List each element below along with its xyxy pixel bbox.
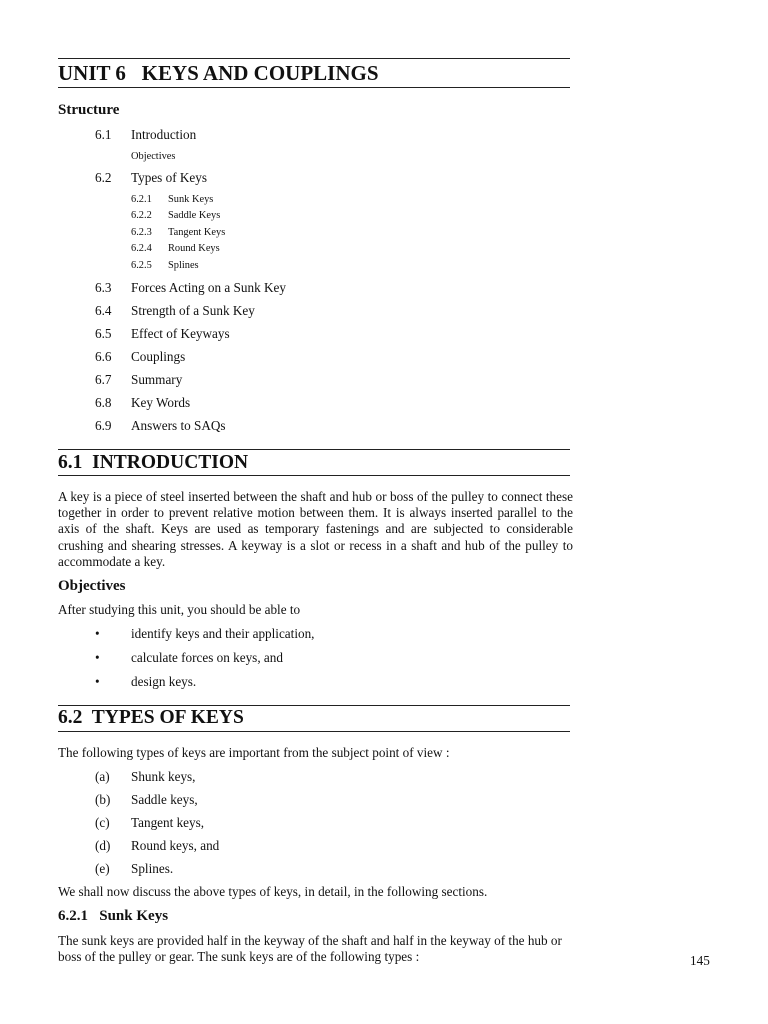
- bullet-glyph: •: [95, 674, 100, 689]
- sunk-paragraph: The sunk keys are provided half in the keyway of the shaft and half in the keyway of the hub or boss of the pulley or gear. The sunk keys are of the following types :: [58, 933, 562, 965]
- toc-sub-num: 6.2.1: [131, 194, 152, 205]
- list-item: Saddle keys,: [131, 792, 198, 807]
- toc-sub-num: 6.2.3: [131, 227, 152, 238]
- intro-top-rule: [58, 449, 570, 450]
- toc-num: 6.4: [95, 303, 112, 318]
- toc-sub-label: Saddle Keys: [168, 210, 221, 221]
- toc-num: 6.6: [95, 349, 112, 364]
- title-top-rule: [58, 58, 570, 59]
- list-item: design keys.: [131, 674, 197, 689]
- intro-bottom-rule: [58, 475, 570, 476]
- types-bottom-rule: [58, 731, 570, 732]
- list-item: calculate forces on keys, and: [131, 650, 283, 665]
- toc-num: 6.7: [95, 372, 112, 387]
- toc-label: Introduction: [131, 127, 197, 142]
- list-tag: (d): [95, 838, 111, 853]
- bullet-glyph: •: [95, 626, 100, 641]
- toc-num: 6.3: [95, 280, 112, 295]
- list-item: Splines.: [131, 861, 174, 876]
- toc-num: 6.5: [95, 326, 112, 341]
- toc-num: 6.1: [95, 127, 112, 142]
- section-heading-types-of-keys: 6.2 TYPES OF KEYS: [58, 707, 244, 728]
- title-bottom-rule: [58, 87, 570, 88]
- structure-heading: Structure: [58, 102, 120, 118]
- toc-label: Effect of Keyways: [131, 326, 230, 341]
- toc-sub-label: Round Keys: [168, 243, 220, 254]
- types-lead: The following types of keys are important from the subject point of view :: [58, 745, 450, 760]
- toc-label: Strength of a Sunk Key: [131, 303, 255, 318]
- toc-label: Answers to SAQs: [131, 418, 226, 433]
- list-item: Shunk keys,: [131, 769, 196, 784]
- toc-label: Forces Acting on a Sunk Key: [131, 280, 286, 295]
- toc-sub-label: Objectives: [131, 151, 176, 162]
- toc-sub-label: Sunk Keys: [168, 194, 214, 205]
- unit-title: UNIT 6 KEYS AND COUPLINGS: [58, 61, 379, 85]
- toc-label: Couplings: [131, 349, 186, 364]
- list-item: identify keys and their application,: [131, 626, 315, 641]
- toc-num: 6.2: [95, 170, 112, 185]
- list-item: Tangent keys,: [131, 815, 205, 830]
- page-number: 145: [690, 953, 710, 968]
- objectives-heading: Objectives: [58, 578, 126, 594]
- list-tag: (b): [95, 792, 111, 807]
- list-tag: (c): [95, 815, 110, 830]
- list-item: Round keys, and: [131, 838, 220, 853]
- toc-label: Key Words: [131, 395, 191, 410]
- section-heading-introduction: 6.1 INTRODUCTION: [58, 452, 249, 473]
- types-after: We shall now discuss the above types of keys, in detail, in the following sections.: [58, 884, 488, 899]
- toc-sub-label: Splines: [168, 260, 199, 271]
- toc-label: Types of Keys: [131, 170, 207, 185]
- toc-sub-num: 6.2.2: [131, 210, 152, 221]
- toc-num: 6.9: [95, 418, 112, 433]
- toc-sub-num: 6.2.4: [131, 243, 152, 254]
- toc-label: Summary: [131, 372, 183, 387]
- list-tag: (a): [95, 769, 110, 784]
- bullet-glyph: •: [95, 650, 100, 665]
- toc-sub-num: 6.2.5: [131, 260, 152, 271]
- toc-num: 6.8: [95, 395, 112, 410]
- subsection-heading-sunk-keys: 6.2.1 Sunk Keys: [58, 908, 169, 924]
- objectives-lead: After studying this unit, you should be able to: [58, 602, 301, 617]
- toc-sub-label: Tangent Keys: [168, 227, 226, 238]
- list-tag: (e): [95, 861, 110, 876]
- types-top-rule: [58, 705, 570, 706]
- intro-paragraph: A key is a piece of steel inserted between the shaft and hub or boss of the pulley to connect these together in order to prevent relative motion between them. It is always inserted parallel to the axis of the shaft. Keys are used as temporary fastenings and are subjected to considerable crushing and shearing stresses. A keyway is a slot or recess in a shaft and hub of the pulley to accommodate a key.: [58, 489, 573, 569]
